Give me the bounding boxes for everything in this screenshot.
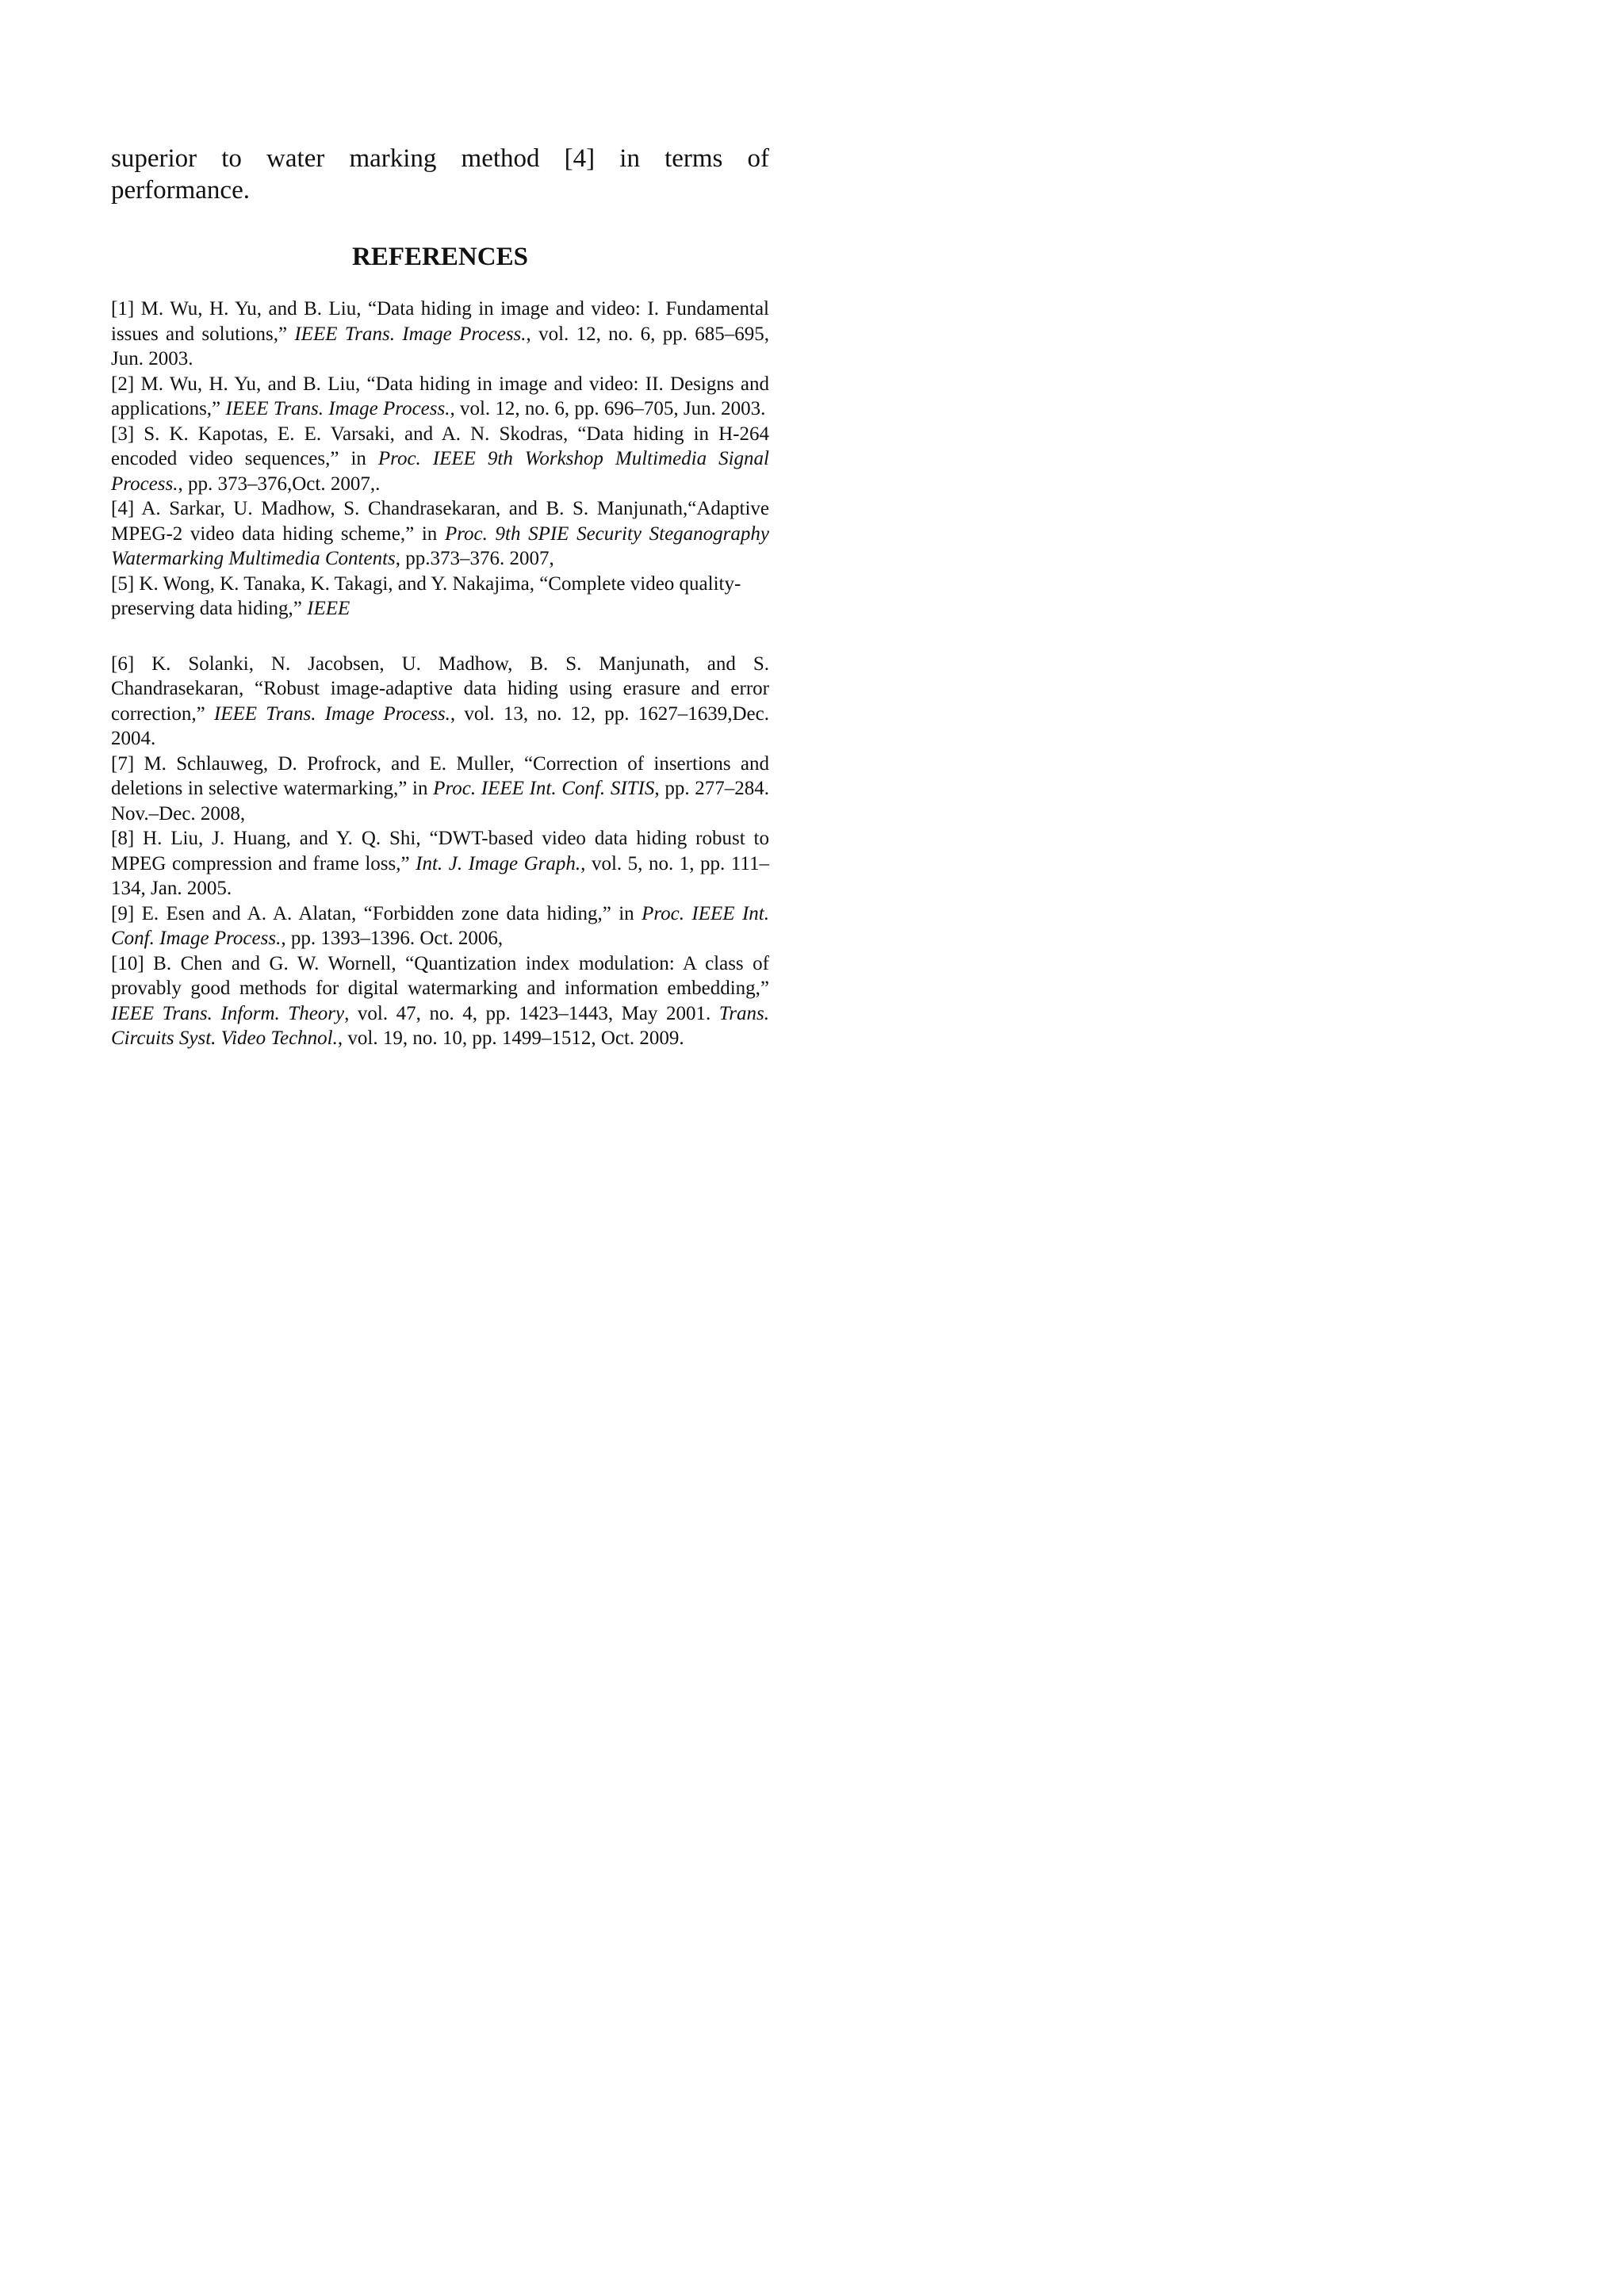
reference-item-4: [4] A. Sarkar, U. Madhow, S. Chandrasekaran, and B. S. Manjunath,“Adaptive MPEG-2 video data hiding scheme,” in Proc. 9th SPIE Security Steganography Watermarking Multimedia Contents, pp.373–376. 2007, [111,498,769,569]
reference-gap [111,622,769,652]
body-paragraph: superior to water marking method [4] in terms of performance. [111,144,769,205]
reference-item-2: [2] M. Wu, H. Yu, and B. Liu, “Data hiding in image and video: II. Designs and applications,” IEEE Trans. Image Process., vol. 12, no. 6, pp. 696–705, Jun. 2003. [111,373,769,419]
reference-item-5: [5] K. Wong, K. Tanaka, K. Takagi, and Y. Nakajima, “Complete video quality-preserving data hiding,” IEEE [111,572,741,619]
reference-list [111,297,769,1051]
reference-item-9: [9] E. Esen and A. A. Alatan, “Forbidden zone data hiding,” in Proc. IEEE Int. Conf. Image Process., pp. 1393–1396. Oct. 2006, [111,902,770,949]
reference-item-8: [8] H. Liu, J. Huang, and Y. Q. Shi, “DWT-based video data hiding robust to MPEG compression and frame loss,” Int. J. Image Graph., vol. 5, no. 1, pp. 111–134, Jan. 2005. [111,828,769,899]
reference-item-3: [3] S. K. Kapotas, E. E. Varsaki, and A. N. Skodras, “Data hiding in H-264 encoded video sequences,” in Proc. IEEE 9th Workshop Multimedia Signal Process., pp. 373–376,Oct. 2007,. [111,423,769,495]
text-column [111,143,769,1051]
references-heading: REFERENCES [352,243,528,271]
reference-item-1: [1] M. Wu, H. Yu, and B. Liu, “Data hiding in image and video: I. Fundamental issues and solutions,” IEEE Trans. Image Process., vol. 12, no. 6, pp. 685–695, Jun. 2003. [111,298,769,369]
reference-item-7: [7] M. Schlauweg, D. Profrock, and E. Muller, “Correction of insertions and deletions in selective watermarking,” in Proc. IEEE Int. Conf. SITIS, pp. 277–284. Nov.–Dec. 2008, [111,752,769,825]
reference-item-10: [10] B. Chen and G. W. Wornell, “Quantization index modulation: A class of provably good methods for digital watermarking and information embedding,” IEEE Trans. Inform. Theory, vol. 47, no. 4, pp. 1423–1443, May 2001. Trans. Circuits Syst. Video Technol., vol. 19, no. 10, pp. 1499–1512, Oct. 2009. [111,952,769,1049]
reference-item-6: [6] K. Solanki, N. Jacobsen, U. Madhow, B. S. Manjunath, and S. Chandrasekaran, “Robust image-adaptive data hiding using erasure and error correction,” IEEE Trans. Image Process., vol. 13, no. 12, pp. 1627–1639,Dec. 2004. [111,652,769,749]
